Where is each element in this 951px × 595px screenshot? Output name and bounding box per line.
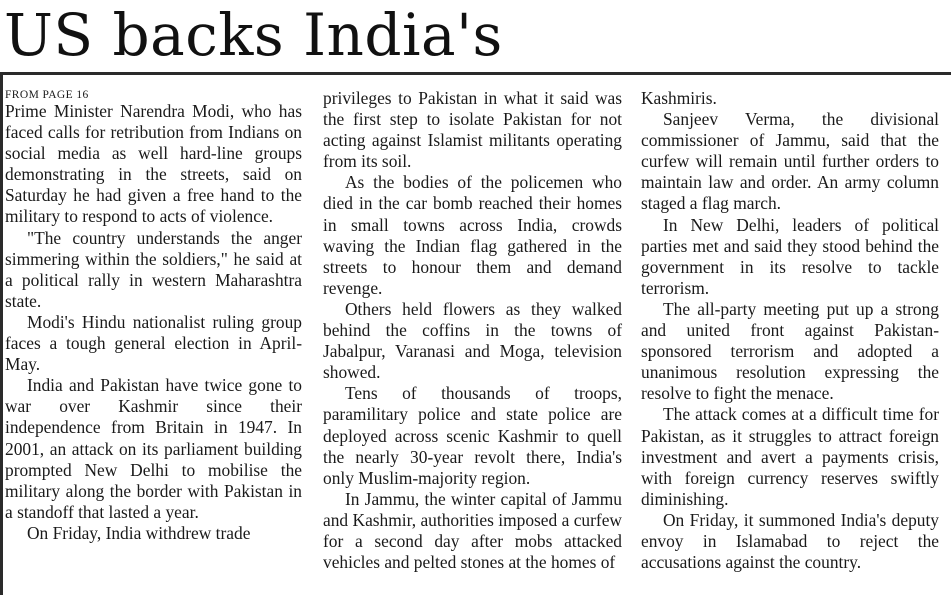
paragraph: privileges to Pakistan in what it said was the first step to isolate Pakistan for not acting against Islamist militants operating from its soil. [323, 88, 622, 172]
paragraph: "The country understands the anger simmering within the soldiers," he said at a political rally in western Maharashtra state. [5, 227, 302, 311]
paragraph: The attack comes at a difficult time for Pakistan, as it struggles to attract foreign investment and avert a payments crisis, with foreign currency reserves swiftly diminishing. [641, 404, 939, 509]
paragraph: On Friday, India withdrew trade [27, 522, 251, 543]
article-column-2 [323, 88, 622, 573]
paragraph: Tens of thousands of troops, paramilitary police and state police are deployed across scenic Kashmir to quell the nearly 30-year revolt there, India's only Muslim-majority region. [323, 383, 622, 488]
paragraph: On Friday, it summoned India's deputy envoy in Islamabad to reject the accusations against the country. [641, 509, 939, 573]
headline-rule [0, 72, 951, 75]
paragraph: As the bodies of the policemen who died in the car bomb reached their homes in small towns across India, crowds waving the Indian flag gathered in the streets to honour them and demand revenge. [323, 172, 622, 298]
paragraph: Sanjeev Verma, the divisional commissioner of Jammu, said that the curfew will remain until further orders to maintain law and order. An army column staged a flag march. [641, 109, 939, 214]
article-column-1 [5, 87, 302, 544]
column-border-rule [0, 72, 3, 595]
paragraph: India and Pakistan have twice gone to war over Kashmir since their independence from Britain in 1947. In 2001, an attack on its parliament building prompted New Delhi to mobilise the military along the border with Pakistan in a standoff that lasted a year. [5, 375, 302, 522]
article-column-3 [641, 88, 939, 573]
paragraph: In Jammu, the winter capital of Jammu and Kashmir, authorities imposed a curfew for a second day after mobs attacked vehicles and pelted stones at the homes of [323, 488, 622, 573]
paragraph: Prime Minister Narendra Modi, who has faced calls for retribution from Indians on social media as well hard-line groups demonstrating in the streets, said on Saturday he had given a free hand to the military to respond to acts of violence. [5, 101, 302, 227]
continuation-kicker: FROM PAGE 16 [5, 89, 89, 101]
paragraph: In New Delhi, leaders of political parties met and said they stood behind the government in its resolve to tackle terrorism. [641, 214, 939, 298]
paragraph: Others held flowers as they walked behind the coffins in the towns of Jabalpur, Varanasi and Moga, television showed. [323, 298, 622, 383]
article-headline: US backs India's [4, 1, 503, 69]
paragraph: Modi's Hindu nationalist ruling group faces a tough general election in April-May. [5, 311, 302, 375]
paragraph: The all-party meeting put up a strong and united front against Pakistan-sponsored terrorism and adopted a unanimous resolution expressing the resolve to fight the menace. [641, 298, 939, 404]
paragraph: Kashmiris. [641, 88, 717, 108]
